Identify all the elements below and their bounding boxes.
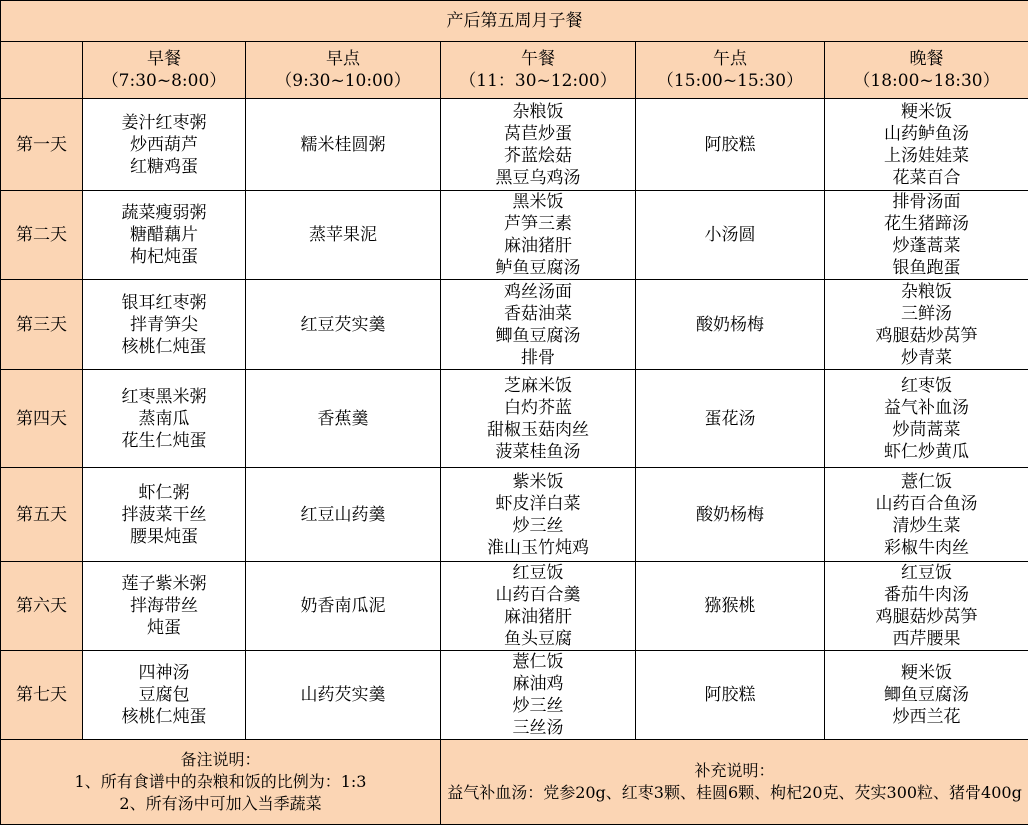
column-header-morning-snack	[246, 42, 441, 99]
dish-item: 虾皮洋白菜	[441, 493, 635, 515]
column-name: 午餐	[441, 48, 635, 70]
dish-item: 鸡丝汤面	[441, 281, 635, 303]
column-time: （9:30~10:00）	[246, 70, 440, 92]
dish-item: 麻油猪肝	[441, 235, 635, 257]
dish-item: 蛋花汤	[636, 408, 824, 430]
dish-item: 炒西兰花	[825, 706, 1028, 728]
dinner-cell	[825, 468, 1028, 562]
breakfast-cell	[83, 191, 246, 280]
column-time: （15:00~15:30）	[636, 70, 824, 92]
dish-item: 炒三丝	[441, 515, 635, 537]
dish-item: 黑米饭	[441, 191, 635, 213]
dish-item: 炖蛋	[83, 617, 245, 639]
dish-item: 杂粮饭	[441, 101, 635, 123]
dish-item: 山药芡实羹	[246, 684, 440, 706]
dish-item: 拌海带丝	[83, 595, 245, 617]
dish-item: 鸡腿菇炒莴笋	[825, 606, 1028, 628]
dish-item: 粳米饭	[825, 101, 1028, 123]
dish-item: 红豆芡实羹	[246, 314, 440, 336]
dish-item: 炒蓬蒿菜	[825, 235, 1028, 257]
remark-item: 1、所有食谱中的杂粮和饭的比例为：1:3	[1, 771, 440, 793]
dish-item: 蔬菜瘦弱粥	[83, 202, 245, 224]
dish-item: 鸡腿菇炒莴笋	[825, 325, 1028, 347]
dish-item: 芥蓝烩菇	[441, 145, 635, 167]
dinner-cell	[825, 99, 1028, 191]
day-row	[1, 99, 1028, 191]
dish-item: 山药百合羹	[441, 584, 635, 606]
column-header-afternoon-snack	[636, 42, 825, 99]
day-row	[1, 562, 1028, 651]
lunch-cell	[441, 280, 636, 370]
dish-item: 炒茼蒿菜	[825, 419, 1028, 441]
morning-snack-cell	[246, 651, 441, 740]
dish-item: 清炒生菜	[825, 515, 1028, 537]
column-time: （11：30~12:00）	[441, 70, 635, 92]
column-time: （18:00~18:30）	[825, 70, 1028, 92]
dish-item: 红豆饭	[825, 562, 1028, 584]
dish-item: 猕猴桃	[636, 595, 824, 617]
dish-item: 腰果炖蛋	[83, 526, 245, 548]
dish-item: 姜汁红枣粥	[83, 112, 245, 134]
column-name: 早点	[246, 48, 440, 70]
dish-item: 益气补血汤	[825, 397, 1028, 419]
column-time: （7:30~8:00）	[83, 70, 245, 92]
dinner-cell	[825, 562, 1028, 651]
dish-item: 薏仁饭	[441, 651, 635, 673]
dish-item: 排骨汤面	[825, 191, 1028, 213]
dinner-cell	[825, 370, 1028, 468]
dinner-cell	[825, 191, 1028, 280]
dish-item: 阿胶糕	[636, 134, 824, 156]
dish-item: 蒸苹果泥	[246, 224, 440, 246]
dish-item: 麻油猪肝	[441, 606, 635, 628]
breakfast-cell	[83, 280, 246, 370]
dish-item: 莴苣炒蛋	[441, 123, 635, 145]
day-label: 第三天	[1, 280, 83, 370]
afternoon-snack-cell	[636, 99, 825, 191]
dish-item: 鲫鱼豆腐汤	[825, 684, 1028, 706]
dish-item: 炒青菜	[825, 347, 1028, 369]
dish-item: 西芹腰果	[825, 628, 1028, 650]
column-header-dinner	[825, 42, 1028, 99]
dish-item: 杂粮饭	[825, 281, 1028, 303]
morning-snack-cell	[246, 280, 441, 370]
remarks-title: 备注说明：	[1, 749, 440, 771]
dish-item: 花生猪蹄汤	[825, 213, 1028, 235]
day-row	[1, 280, 1028, 370]
dish-item: 酸奶杨梅	[636, 504, 824, 526]
dish-item: 虾仁炒黄瓜	[825, 441, 1028, 463]
dish-item: 酸奶杨梅	[636, 314, 824, 336]
dish-item: 山药鲈鱼汤	[825, 123, 1028, 145]
day-row	[1, 468, 1028, 562]
afternoon-snack-cell	[636, 191, 825, 280]
dish-item: 炒西葫芦	[83, 134, 245, 156]
dish-item: 红糖鸡蛋	[83, 156, 245, 178]
dish-item: 花菜百合	[825, 167, 1028, 189]
dish-item: 鲈鱼豆腐汤	[441, 257, 635, 279]
lunch-cell	[441, 562, 636, 651]
day-label: 第五天	[1, 468, 83, 562]
dish-item: 奶香南瓜泥	[246, 595, 440, 617]
dish-item: 排骨	[441, 347, 635, 369]
dish-item: 莲子紫米粥	[83, 573, 245, 595]
breakfast-cell	[83, 370, 246, 468]
supplement-title: 补充说明：	[441, 760, 1028, 782]
dish-item: 拌青笋尖	[83, 314, 245, 336]
column-header-lunch	[441, 42, 636, 99]
dish-item: 炒三丝	[441, 695, 635, 717]
dish-item: 麻油鸡	[441, 673, 635, 695]
dish-item: 薏仁饭	[825, 471, 1028, 493]
afternoon-snack-cell	[636, 280, 825, 370]
column-name: 午点	[636, 48, 824, 70]
dish-item: 山药百合鱼汤	[825, 493, 1028, 515]
dish-item: 银耳红枣粥	[83, 292, 245, 314]
breakfast-cell	[83, 651, 246, 740]
dish-item: 鱼头豆腐	[441, 628, 635, 650]
day-label: 第二天	[1, 191, 83, 280]
breakfast-cell	[83, 562, 246, 651]
remark-item: 2、所有汤中可加入当季蔬菜	[1, 793, 440, 815]
dish-item: 红枣饭	[825, 375, 1028, 397]
dish-item: 蒸南瓜	[83, 408, 245, 430]
afternoon-snack-cell	[636, 468, 825, 562]
dish-item: 糯米桂圆粥	[246, 134, 440, 156]
breakfast-cell	[83, 99, 246, 191]
dish-item: 番茄牛肉汤	[825, 584, 1028, 606]
day-label: 第六天	[1, 562, 83, 651]
dish-item: 核桃仁炖蛋	[83, 706, 245, 728]
dish-item: 甜椒玉菇肉丝	[441, 419, 635, 441]
dinner-cell	[825, 280, 1028, 370]
dish-item: 红枣黑米粥	[83, 386, 245, 408]
dish-item: 鲫鱼豆腐汤	[441, 325, 635, 347]
dish-item: 豆腐包	[83, 684, 245, 706]
day-label: 第七天	[1, 651, 83, 740]
column-name: 早餐	[83, 48, 245, 70]
supplement-item: 益气补血汤：党参20g、红枣3颗、桂圆6颗、枸杞20克、芡实300粒、猪骨400g	[441, 782, 1028, 804]
day-row	[1, 651, 1028, 740]
dish-item: 阿胶糕	[636, 684, 824, 706]
dish-item: 四神汤	[83, 662, 245, 684]
dish-item: 枸杞炖蛋	[83, 246, 245, 268]
remarks-cell	[1, 740, 441, 825]
afternoon-snack-cell	[636, 370, 825, 468]
table-title: 产后第五周月子餐	[1, 1, 1028, 42]
dish-item: 紫米饭	[441, 471, 635, 493]
dish-item: 银鱼跑蛋	[825, 257, 1028, 279]
dish-item: 花生仁炖蛋	[83, 430, 245, 452]
dish-item: 芦笋三素	[441, 213, 635, 235]
dish-item: 香菇油菜	[441, 303, 635, 325]
dish-item: 白灼芥蓝	[441, 397, 635, 419]
dish-item: 粳米饭	[825, 662, 1028, 684]
supplement-cell	[441, 740, 1028, 825]
afternoon-snack-cell	[636, 651, 825, 740]
lunch-cell	[441, 99, 636, 191]
dish-item: 黑豆乌鸡汤	[441, 167, 635, 189]
dinner-cell	[825, 651, 1028, 740]
dish-item: 红豆山药羹	[246, 504, 440, 526]
dish-item: 淮山玉竹炖鸡	[441, 537, 635, 559]
morning-snack-cell	[246, 468, 441, 562]
morning-snack-cell	[246, 99, 441, 191]
dish-item: 香蕉羹	[246, 408, 440, 430]
dish-item: 菠菜桂鱼汤	[441, 441, 635, 463]
dish-item: 红豆饭	[441, 562, 635, 584]
column-header-breakfast	[83, 42, 246, 99]
day-row	[1, 191, 1028, 280]
breakfast-cell	[83, 468, 246, 562]
dish-item: 三鲜汤	[825, 303, 1028, 325]
dish-item: 芝麻米饭	[441, 375, 635, 397]
dish-item: 上汤娃娃菜	[825, 145, 1028, 167]
lunch-cell	[441, 468, 636, 562]
lunch-cell	[441, 370, 636, 468]
day-row	[1, 370, 1028, 468]
morning-snack-cell	[246, 562, 441, 651]
afternoon-snack-cell	[636, 562, 825, 651]
lunch-cell	[441, 191, 636, 280]
corner-cell	[1, 42, 83, 99]
lunch-cell	[441, 651, 636, 740]
dish-item: 拌菠菜干丝	[83, 504, 245, 526]
dish-item: 糖醋藕片	[83, 224, 245, 246]
column-name: 晚餐	[825, 48, 1028, 70]
day-label: 第四天	[1, 370, 83, 468]
morning-snack-cell	[246, 191, 441, 280]
dish-item: 小汤圆	[636, 224, 824, 246]
morning-snack-cell	[246, 370, 441, 468]
dish-item: 虾仁粥	[83, 482, 245, 504]
dish-item: 核桃仁炖蛋	[83, 336, 245, 358]
dish-item: 三丝汤	[441, 717, 635, 739]
day-label: 第一天	[1, 99, 83, 191]
dish-item: 彩椒牛肉丝	[825, 537, 1028, 559]
